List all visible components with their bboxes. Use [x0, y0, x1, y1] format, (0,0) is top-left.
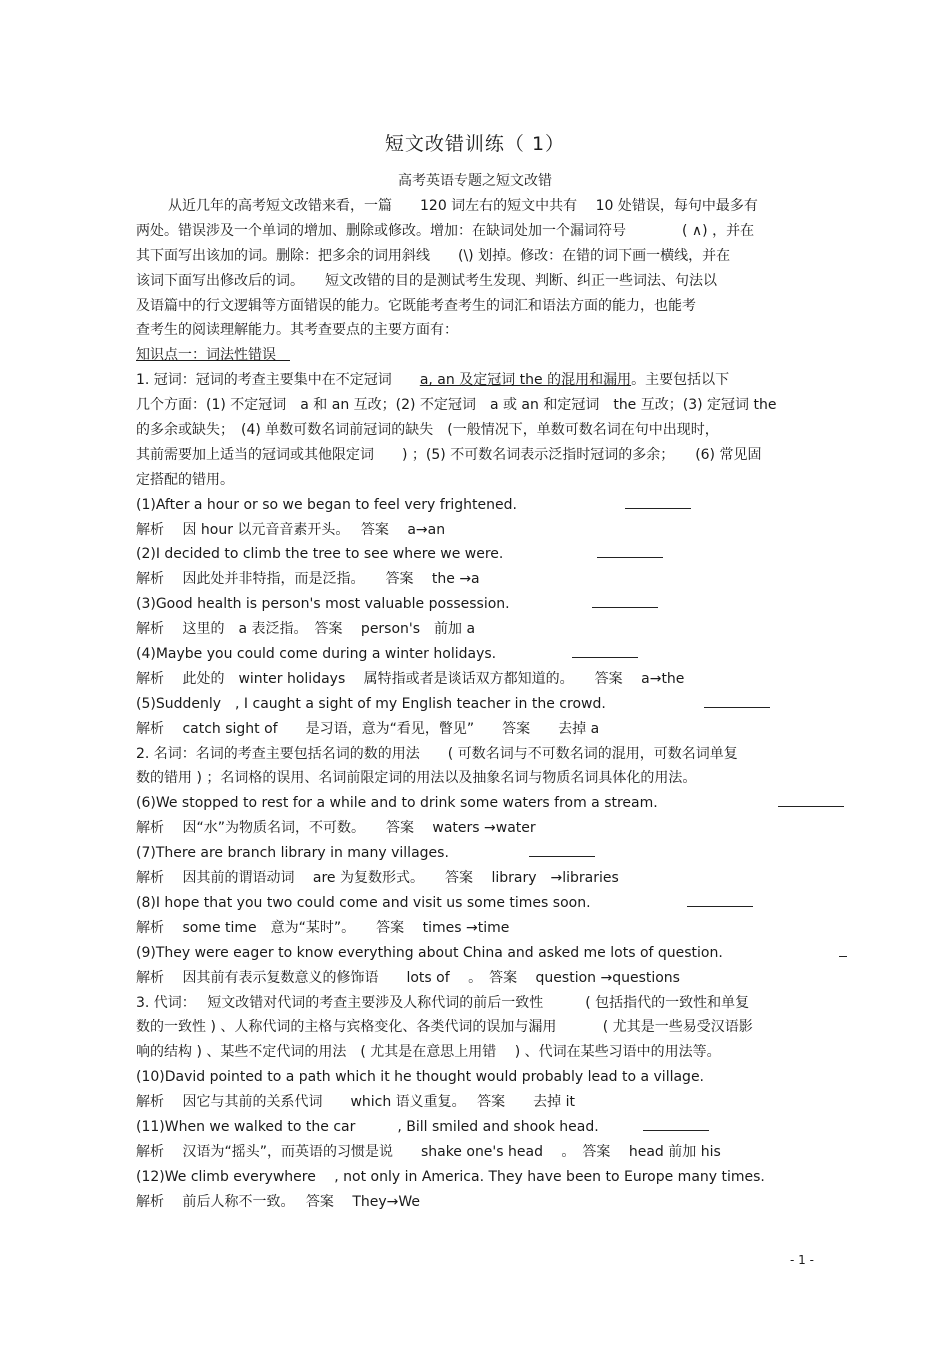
exercise-answer: 解析 前后人称不一致。 答案 They→We — [136, 1193, 421, 1210]
article-line: 几个方面：(1) 不定冠词 a 和 an 互改；(2) 不定冠词 a 或 an 和定冠词 the 互改；(3) 定冠词 the — [136, 397, 777, 414]
exercise-question: (12)We climb everywhere , not only in America. They have been to Europe many times. — [136, 1168, 765, 1185]
intro-line: 两处。错误涉及一个单词的增加、删除或修改。增加：在缺词处加一个漏词符号 ( ∧) ，并在 — [136, 222, 755, 239]
answer-blank[interactable] — [625, 494, 691, 509]
answer-blank[interactable] — [643, 1116, 709, 1131]
exercise-question: (3)Good health is person's most valuable possession. — [136, 592, 816, 617]
exercise-question: (4)Maybe you could come during a winter holidays. — [136, 642, 816, 667]
answer-blank[interactable] — [704, 693, 770, 708]
exercise-question: (9)They were eager to know everything about China and asked me lots of question. — [136, 941, 816, 966]
intro-line: 查考生的阅读理解能力。其考查要点的主要方面有： — [136, 322, 458, 339]
exercise-answer: 解析 因其前有表示复数意义的修饰语 lots of 。 答案 question →questions — [136, 969, 680, 986]
article-line: 的多余或缺失； (4) 单数可数名词前冠词的缺失 (一般情况下，单数可数名词在句中出现时， — [136, 422, 719, 439]
exercise-question: (11)When we walked to the car , Bill smiled and shook head. — [136, 1115, 816, 1140]
article-line: 定搭配的错用。 — [136, 471, 234, 488]
exercise-question: (7)There are branch library in many villages. — [136, 841, 816, 866]
page-title: 短文改错训练（ 1） — [384, 133, 566, 155]
section-line: 2. 名词：名词的考查主要包括名词的数的用法 ( 可数名词与不可数名词的混用，可数名词单复 — [136, 745, 738, 762]
exercise-answer: 解析 因 hour 以元音音素开头。 答案 a→an — [136, 521, 446, 538]
page-subtitle: 高考英语专题之短文改错 — [398, 173, 552, 189]
answer-blank[interactable] — [529, 842, 595, 857]
document-body — [136, 194, 816, 1215]
section-line: 响的结构 ) 、某些不定代词的用法 ( 尤其是在意思上用错 ) 、代词在某些习语中的用法等。 — [136, 1044, 721, 1061]
exercise-answer: 解析 汉语为“摇头”，而英语的习惯是说 shake one's head 。 答案 head 前加 his — [136, 1143, 721, 1160]
exercise-question: (2)I decided to climb the tree to see where we were. — [136, 542, 816, 567]
answer-blank[interactable] — [778, 792, 844, 807]
section-line: 数的一致性 ) 、人称代词的主格与宾格变化、各类代词的误加与漏用 ( 尤其是一些易受汉语影 — [136, 1019, 753, 1036]
section-line: 数的错用 ) ；名词格的误用、名词前限定词的用法以及抽象名词与物质名词具体化的用法。 — [136, 770, 697, 787]
answer-blank[interactable] — [687, 892, 753, 907]
exercise-answer: 解析 这里的 a 表泛指。 答案 person's 前加 a — [136, 621, 476, 638]
article-paragraph: 1. 冠词：冠词的考查主要集中在不定冠词 a, an 及定冠词 the 的混用和漏用。主要包括以下 — [136, 372, 730, 389]
page-number: - 1 - — [790, 1253, 814, 1267]
answer-blank[interactable] — [839, 942, 847, 957]
exercise-question: (8)I hope that you two could come and visit us some times soon. — [136, 891, 816, 916]
exercise-answer: 解析 因“水”为物质名词，不可数。 答案 waters →water — [136, 820, 536, 837]
exercise-question: (1)After a hour or so we began to feel very frightened. — [136, 493, 816, 518]
intro-line: 及语篇中的行文逻辑等方面错误的能力。它既能考查考生的词汇和语法方面的能力，也能考 — [136, 297, 696, 314]
intro-line: 该词下面写出修改后的词。 短文改错的目的是测试考生发现、判断、纠正一些词法、句法以 — [136, 272, 717, 289]
intro-line: 其下面写出该加的词。删除：把多余的词用斜线 (\) 划掉。修改：在错的词下画一横线，并在 — [136, 247, 731, 264]
exercise-answer: 解析 因此处并非特指，而是泛指。 答案 the →a — [136, 571, 480, 588]
exercise-answer: 解析 因其前的谓语动词 are 为复数形式。 答案 library →libraries — [136, 870, 619, 887]
intro-line: 从近几年的高考短文改错来看，一篇 120 词左右的短文中共有 10 处错误，每句中最多有 — [168, 198, 758, 214]
section-heading: 知识点一：词法性错误 — [136, 347, 276, 364]
exercise-answer: 解析 此处的 winter holidays 属特指或者是谈话双方都知道的。 答案 a→the — [136, 670, 685, 687]
exercise-question: (10)David pointed to a path which it he thought would probably lead to a village. — [136, 1069, 705, 1086]
exercise-answer: 解析 因它与其前的关系代词 which 语义重复。 答案 去掉 it — [136, 1094, 575, 1111]
answer-blank[interactable] — [572, 643, 638, 658]
exercise-question: (5)Suddenly , I caught a sight of my English teacher in the crowd. — [136, 692, 816, 717]
exercise-question: (6)We stopped to rest for a while and to drink some waters from a stream. — [136, 791, 816, 816]
answer-blank[interactable] — [597, 543, 663, 558]
article-line: 其前需要加上适当的冠词或其他限定词 ) ；(5) 不可数名词表示泛指时冠词的多余； (6) 常见固 — [136, 446, 762, 463]
exercise-answer: 解析 some time 意为“某时”。 答案 times →time — [136, 919, 510, 936]
exercise-answer: 解析 catch sight of 是习语，意为“看见，瞥见” 答案 去掉 a — [136, 720, 600, 737]
section-line: 3. 代词： 短文改错对代词的考查主要涉及人称代词的前后一致性 ( 包括指代的一致性和单复 — [136, 994, 750, 1011]
answer-blank[interactable] — [592, 593, 658, 608]
